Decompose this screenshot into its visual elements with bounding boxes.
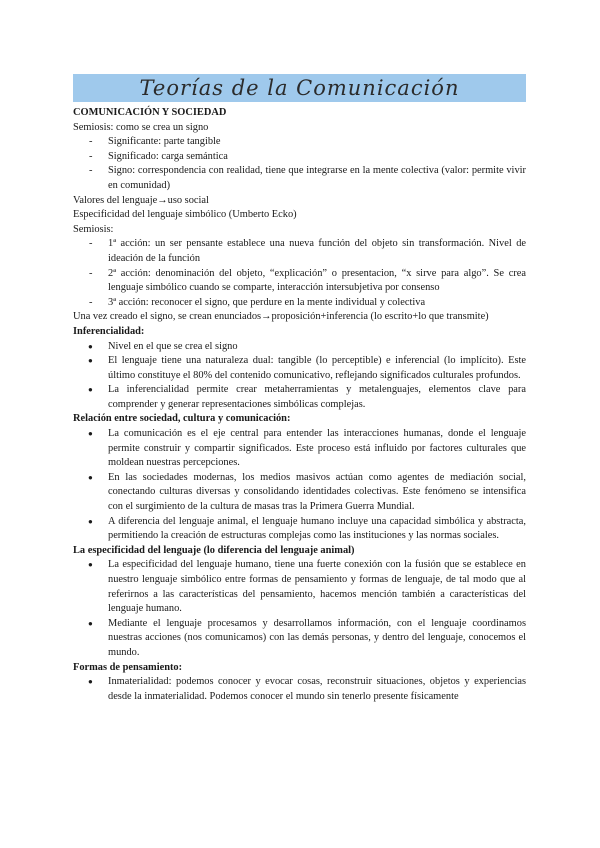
list-item: - 3ª acción: reconocer el signo, que perdure en la mente individual y colectiva — [73, 296, 526, 311]
list-item: ● A diferencia del lenguaje animal, el lenguaje humano incluye una capacidad simbólica y abstracta, permitiendo la creación de estructuras complejas como las instituciones y las normas sociales. — [73, 515, 526, 544]
document-body — [73, 106, 526, 704]
inferencialidad-list — [73, 340, 526, 413]
formas-list — [73, 675, 526, 704]
list-item: ● La especificidad del lenguaje humano, tiene una fuerte conexión con la fusión que se establece en nuestro lenguaje simbólico entre formas de pensamiento y formas de lenguaje, de tal modo que al referirnos a las características del pensamiento, hacemos mención también a características del lenguaje humano. — [73, 558, 526, 616]
section-heading-formas: Formas de pensamiento: — [73, 661, 183, 673]
list-item: ● El lenguaje tiene una naturaleza dual: tangible (lo perceptible) e inferencial (lo implícito). Este último constituye el 80% del contenido comunicativo, reflejando significados culturales profundos. — [73, 354, 526, 383]
valores-line: Valores del lenguaje→uso social — [73, 194, 209, 206]
list-item: - Significado: carga semántica — [73, 150, 526, 165]
list-item: ● La comunicación es el eje central para entender las interacciones humanas, donde el lenguaje permite construir y compartir significados. Este proceso está influido por factores culturales que moldean nuestras percepciones. — [73, 427, 526, 471]
list-item: ● Mediante el lenguaje procesamos y desarrollamos información, con el lenguaje coordinamos nuestras acciones (nos comunicamos) con las demás personas, y dentro del lenguaje, conocemos el mundo. — [73, 617, 526, 661]
especificidad-list — [73, 558, 526, 660]
list-item: - Significante: parte tangible — [73, 135, 526, 150]
list-item: ● La inferencialidad permite crear metaherramientas y metalenguajes, elementos clave para comprender y generar representaciones simbólicas complejas. — [73, 383, 526, 412]
list-item: ● Nivel en el que se crea el signo — [73, 340, 526, 355]
list-item: - 1ª acción: un ser pensante establece una nueva función del objeto sin transformación. Nivel de ideación de la función — [73, 237, 526, 266]
section-heading-especificidad: La especificidad del lenguaje (lo diferencia del lenguaje animal) — [73, 544, 355, 556]
semiosis-list — [73, 135, 526, 193]
section-heading-inferencialidad: Inferencialidad: — [73, 325, 145, 337]
list-item: ● En las sociedades modernas, los medios masivos actúan como agentes de mediación social, conectando culturas diversas y consolidando identidades colectivas. Este fenómeno se intensifica con el surgimiento de la cultura de masas tras la Primera Guerra Mundial. — [73, 471, 526, 515]
list-item: ● Inmaterialidad: podemos conocer y evocar cosas, reconstruir situaciones, objetos y experiencias desde la inmaterialidad. Podemos conocer el mundo sin tenerlo presente físicamente — [73, 675, 526, 704]
semiosis2-line: Semiosis: — [73, 223, 114, 235]
una-vez-line: Una vez creado el signo, se crean enunciados→proposición+inferencia (lo escrito+lo que transmite) — [73, 311, 489, 323]
semiosis-line: Semiosis: como se crea un signo — [73, 121, 209, 133]
section-heading-relacion: Relación entre sociedad, cultura y comunicación: — [73, 413, 291, 425]
especificidad-line: Especificidad del lenguaje simbólico (Umberto Ecko) — [73, 209, 297, 221]
title-banner — [73, 74, 526, 102]
section-heading-comunicacion: COMUNICACIÓN Y SOCIEDAD — [73, 107, 227, 118]
document-title: Teorías de la Comunicación — [139, 76, 460, 100]
acciones-list — [73, 237, 526, 310]
list-item: - Signo: correspondencia con realidad, tiene que integrarse en la mente colectiva (valor: permite vivir en comunidad) — [73, 164, 526, 193]
list-item: - 2ª acción: denominación del objeto, “explicación” o presentacion, “x sirve para algo”. Se crea lenguaje simbólico cuando se comparte, interacción intersubjetiva por consenso — [73, 267, 526, 296]
relacion-list — [73, 427, 526, 544]
